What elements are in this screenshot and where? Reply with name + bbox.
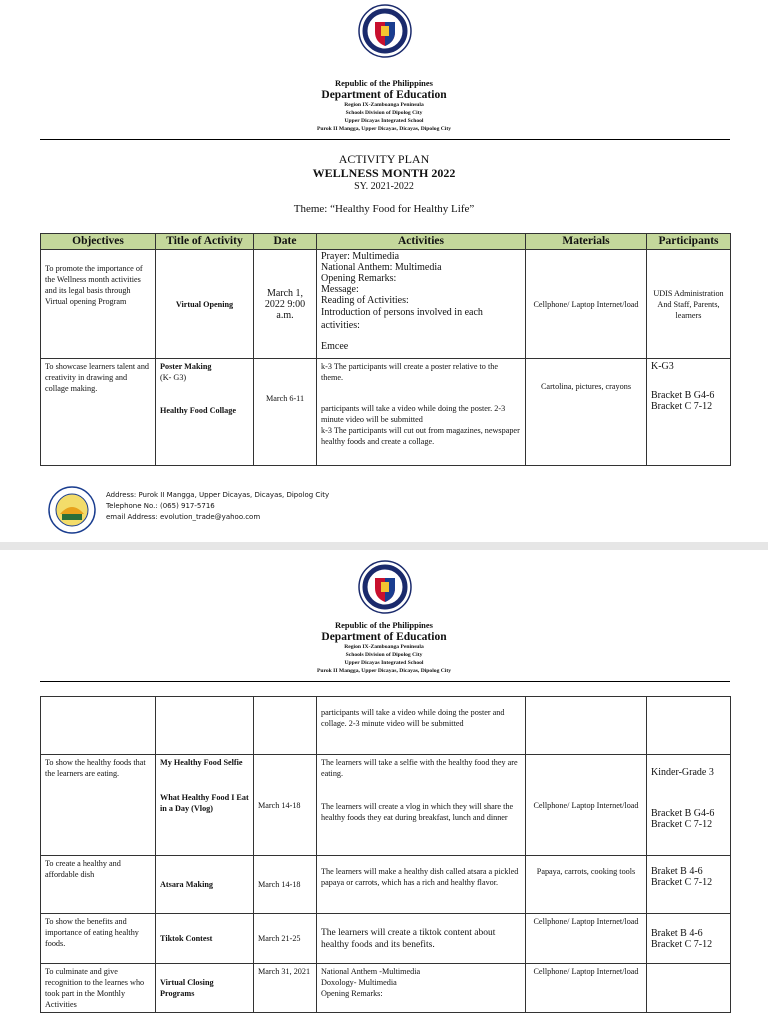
activity-title-cell: Virtual Closing Programs <box>156 964 254 1013</box>
materials-cell: Cellphone/ Laptop Internet/load <box>526 914 647 964</box>
participant-line: Bracket C 7-12 <box>651 877 713 888</box>
date-cell: March 21-25 <box>254 914 317 964</box>
activities-cell: The learners will create a tiktok content about healthy foods and its benefits. <box>317 914 526 964</box>
activity-title-cell: Atsara Making <box>156 856 254 914</box>
table-row <box>41 914 731 964</box>
activity-line: k-3 The participants will create a poster relative to the theme. <box>321 362 498 382</box>
participant-line: Kinder-Grade 3 <box>651 767 714 778</box>
participant-line: Braket B 4-6 <box>651 866 703 877</box>
table-row <box>41 359 731 466</box>
participant-line: Bracket B G4-6 <box>651 808 715 819</box>
table-row <box>41 964 731 1013</box>
activities-cell <box>317 755 526 856</box>
column-header: Materials <box>526 234 647 250</box>
participant-line: Bracket B G4-6 <box>651 390 715 401</box>
spacer <box>160 383 249 405</box>
materials-cell: Cellphone/ Laptop Internet/load <box>526 250 647 359</box>
activity-title-cell: Tiktok Contest <box>156 914 254 964</box>
deped-seal-icon <box>358 4 412 58</box>
spacer <box>651 778 726 808</box>
materials-cell: Papaya, carrots, cooking tools <box>526 856 647 914</box>
participants-cell <box>647 359 731 466</box>
activities-cell <box>317 250 526 359</box>
spacer <box>651 372 726 390</box>
activity-title-cell: Virtual Opening <box>156 250 254 359</box>
region-label: Region IX-Zamboanga Peninsula <box>344 102 424 108</box>
participant-line: Bracket C 7-12 <box>651 938 713 950</box>
address-label: Purok II Mangga, Upper Dicayas, Dicayas, Dipolog City <box>316 126 452 132</box>
republic-label: Republic of the Philippines <box>334 620 433 630</box>
spacer <box>321 332 521 341</box>
participants-cell <box>647 697 731 755</box>
date-cell: March 14-18 <box>254 755 317 856</box>
activity-line: Message: <box>321 284 359 295</box>
participant-line: K-G3 <box>651 361 674 372</box>
activity-title: Healthy Food Collage <box>160 406 236 415</box>
materials-cell <box>526 697 647 755</box>
department-label: Department of Education <box>321 631 447 643</box>
plan-theme: Theme: “Healthy Food for Healthy Life” <box>293 203 475 215</box>
division-label: Schools Division of Dipolog City <box>345 110 423 116</box>
deped-seal-icon <box>358 560 412 614</box>
activity-line: participants will take a video while doing the poster. 2-3 minute video will be submitted <box>321 404 506 424</box>
activity-title-cell <box>156 697 254 755</box>
objective-cell: To create a healthy and affordable dish <box>41 856 156 914</box>
date-cell: March 31, 2021 <box>254 964 317 1013</box>
activity-line: Doxology- Multimedia <box>321 978 397 987</box>
activity-line: Opening Remarks: <box>321 989 383 998</box>
activity-title-cell <box>156 359 254 466</box>
activity-line: Prayer: Multimedia <box>321 251 400 262</box>
footer-email: email Address: evolution_trade@yahoo.com <box>106 513 261 521</box>
activity-line: The learners will create a vlog in which they will share the healthy foods they eat during breakfast, lunch and dinner <box>321 802 514 822</box>
column-header: Date <box>254 234 317 250</box>
objective-cell: To culminate and give recognition to the learnes who took part in the Monthly Activities <box>41 964 156 1013</box>
participants-cell <box>647 964 731 1013</box>
region-label: Region IX-Zamboanga Peninsula <box>344 644 424 650</box>
plan-titles <box>0 152 768 215</box>
column-header: Activities <box>317 234 526 250</box>
participant-line: Bracket C 7-12 <box>651 819 713 830</box>
department-label: Department of Education <box>321 89 447 101</box>
objective-cell: To show the benefits and importance of eating healthy foods. <box>41 914 156 964</box>
activity-title: Poster Making <box>160 362 212 371</box>
column-header: Title of Activity <box>156 234 254 250</box>
column-header: Participants <box>647 234 731 250</box>
table-row <box>41 856 731 914</box>
spacer <box>321 779 521 801</box>
activity-line: Emcee <box>321 341 349 352</box>
participants-cell <box>647 914 731 964</box>
activity-title-cell <box>156 755 254 856</box>
footer-address: Address: Purok II Mangga, Upper Dicayas, Dicayas, Dipolog City <box>106 491 330 499</box>
republic-label: Republic of the Philippines <box>334 78 433 88</box>
activity-table-page2 <box>40 696 731 1013</box>
activity-title: My Healthy Food Selfie <box>160 758 243 767</box>
activity-line: Reading of Activities: <box>321 295 409 306</box>
objective-cell: To showcase learners talent and creativity in drawing and collage making. <box>41 359 156 466</box>
activity-line: Introduction of persons involved in each activities: <box>321 307 483 331</box>
activity-line: National Anthem: Multimedia <box>321 262 442 273</box>
materials-cell: Cellphone/ Laptop Internet/load <box>526 964 647 1013</box>
page1-footer <box>48 484 548 534</box>
date-cell <box>254 697 317 755</box>
page-separator <box>0 542 768 550</box>
activities-cell <box>317 359 526 466</box>
header-divider <box>40 139 730 140</box>
table-row <box>41 697 731 755</box>
page1-letterhead <box>0 78 768 133</box>
footer-telephone: Telephone No.: (065) 917-5716 <box>106 502 215 510</box>
school-label: Upper Dicayas Integrated School <box>344 660 424 666</box>
activity-line: Opening Remarks: <box>321 273 397 284</box>
objective-cell: To promote the importance of the Wellness month activities and its legal basis through Virtual opening Program <box>41 250 156 359</box>
activities-cell <box>317 964 526 1013</box>
activities-cell: participants will take a video while doing the poster and collage. 2-3 minute video will be submitted <box>317 697 526 755</box>
activity-line: k-3 The participants will cut out from magazines, newspaper healthy foods and create a collage. <box>321 426 520 446</box>
school-label: Upper Dicayas Integrated School <box>344 118 424 124</box>
participants-cell: UDIS Administration And Staff, Parents, learners <box>647 250 731 359</box>
plan-title: ACTIVITY PLAN <box>338 152 430 166</box>
table-row <box>41 755 731 856</box>
spacer <box>321 383 521 403</box>
spacer <box>160 768 249 792</box>
participant-line: Bracket C 7-12 <box>651 401 713 412</box>
participant-line: Braket B 4-6 <box>651 927 703 939</box>
date-cell: March 14-18 <box>254 856 317 914</box>
objective-cell: To show the healthy foods that the learners are eating. <box>41 755 156 856</box>
school-year: SY. 2021-2022 <box>354 181 414 192</box>
date-cell: March 1, 2022 9:00 a.m. <box>254 250 317 359</box>
activity-title: What Healthy Food I Eat in a Day (Vlog) <box>160 793 249 813</box>
objective-cell <box>41 697 156 755</box>
column-header: Objectives <box>41 234 156 250</box>
division-label: Schools Division of Dipolog City <box>345 652 423 658</box>
header-divider <box>40 681 730 682</box>
school-logo-icon <box>48 486 96 534</box>
activities-cell: The learners will make a healthy dish called atsara a pickled papaya or carrots, which has a rich and healthy flavor. <box>317 856 526 914</box>
activity-table-page1 <box>40 233 731 466</box>
plan-subtitle: WELLNESS MONTH 2022 <box>312 166 456 180</box>
table-row <box>41 250 731 359</box>
activity-line: The learners will take a selfie with the healthy food they are eating. <box>321 758 518 778</box>
materials-cell: Cartolina, pictures, crayons <box>526 359 647 466</box>
table-header-row <box>41 234 731 250</box>
activity-line: National Anthem -Multimedia <box>321 967 421 976</box>
date-cell: March 6-11 <box>254 359 317 466</box>
participants-cell <box>647 755 731 856</box>
footer-contact <box>106 490 329 523</box>
materials-cell: Cellphone/ Laptop Internet/load <box>526 755 647 856</box>
page2-letterhead <box>0 620 768 675</box>
address-label: Purok II Mangga, Upper Dicayas, Dicayas, Dipolog City <box>316 668 452 674</box>
activity-title-sub: (K- G3) <box>160 373 187 382</box>
participants-cell <box>647 856 731 914</box>
